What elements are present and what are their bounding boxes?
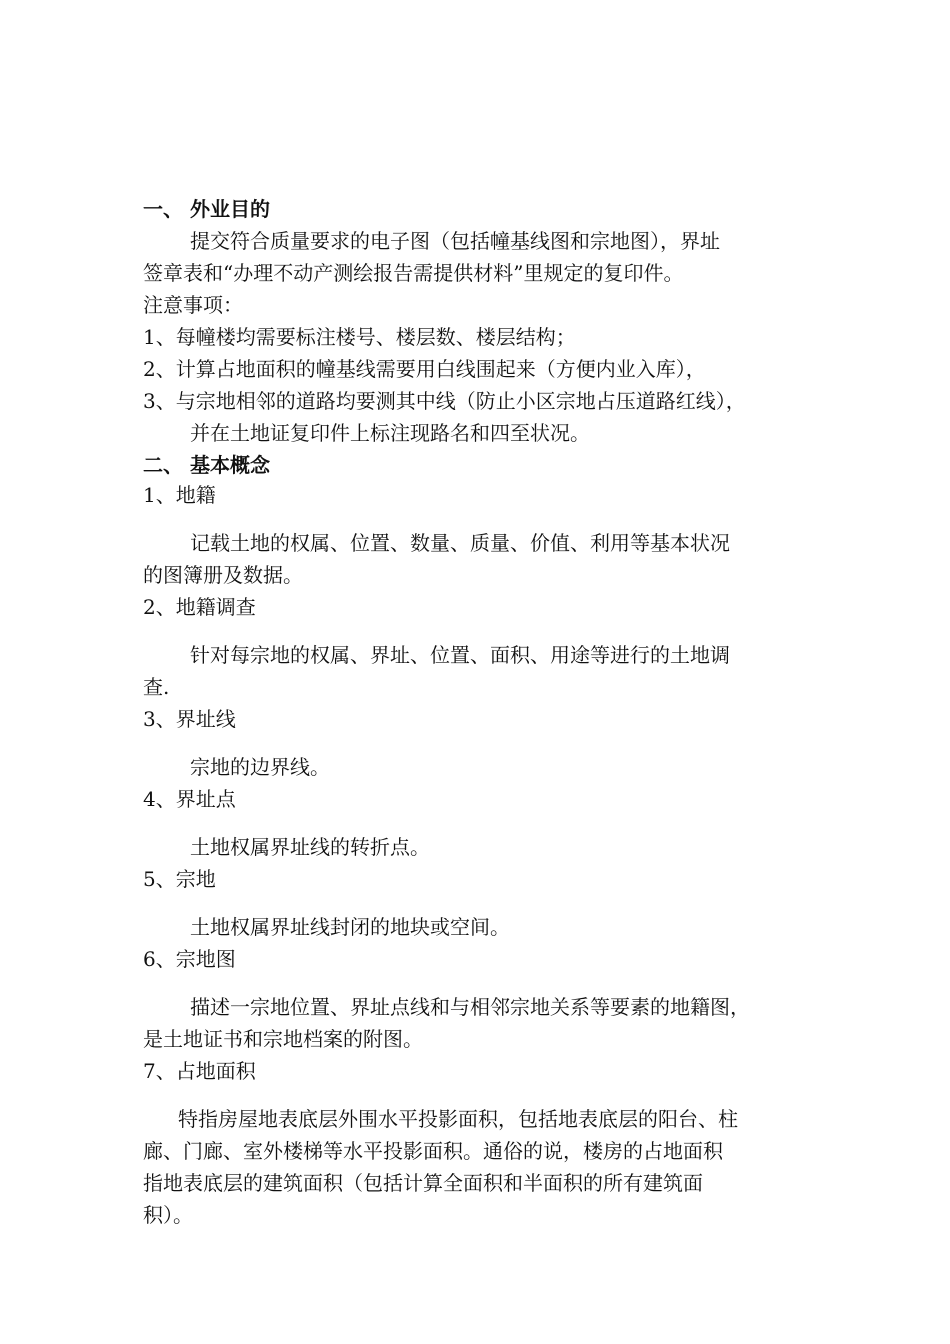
paragraph-line: 提交符合质量要求的电子图（包括幢基线图和宗地图），界址 (190, 229, 720, 253)
concept-body-line: 记载土地的权属、位置、数量、质量、价值、利用等基本状况 (190, 531, 730, 555)
concept-title: 7、占地面积 (143, 1059, 256, 1083)
concept-body-line: 的图簿册及数据。 (143, 563, 303, 587)
concept-title: 1、地籍 (143, 483, 216, 507)
concept-body-line: 查. (143, 675, 170, 699)
concept-title: 4、界址点 (143, 787, 236, 811)
note-item-continuation: 并在土地证复印件上标注现路名和四至状况。 (190, 421, 590, 445)
concept-body-line: 特指房屋地表底层外围水平投影面积，包括地表底层的阳台、柱 (178, 1107, 738, 1131)
concept-title: 6、宗地图 (143, 947, 236, 971)
note-item: 1、每幢楼均需要标注楼号、楼层数、楼层结构； (143, 325, 576, 349)
concept-body-line: 积）。 (143, 1203, 193, 1227)
concept-body-line: 廊、门廊、室外楼梯等水平投影面积。通俗的说，楼房的占地面积 (143, 1139, 723, 1163)
paragraph-line: 签章表和“办理不动产测绘报告需提供材料”里规定的复印件。 (143, 261, 684, 285)
notes-title: 注意事项： (143, 293, 243, 317)
concept-body-line: 宗地的边界线。 (190, 755, 330, 779)
concept-body-line: 针对每宗地的权属、界址、位置、面积、用途等进行的土地调 (190, 643, 730, 667)
concept-body-line: 土地权属界址线的转折点。 (190, 835, 430, 859)
concept-title: 3、界址线 (143, 707, 236, 731)
section-heading-outing-purpose: 一、 外业目的 (143, 197, 270, 221)
concept-body-line: 是土地证书和宗地档案的附图。 (143, 1027, 423, 1051)
concept-body-line: 描述一宗地位置、界址点线和与相邻宗地关系等要素的地籍图， (190, 995, 750, 1019)
concept-body-line: 指地表底层的建筑面积（包括计算全面积和半面积的所有建筑面 (143, 1171, 703, 1195)
note-item: 2、计算占地面积的幢基线需要用白线围起来（方便内业入库）， (143, 357, 706, 381)
concept-body-line: 土地权属界址线封闭的地块或空间。 (190, 915, 510, 939)
concept-title: 2、地籍调查 (143, 595, 256, 619)
note-item: 3、与宗地相邻的道路均要测其中线（防止小区宗地占压道路红线）， (143, 389, 746, 413)
section-heading-basic-concepts: 二、 基本概念 (143, 453, 270, 477)
concept-title: 5、宗地 (143, 867, 216, 891)
